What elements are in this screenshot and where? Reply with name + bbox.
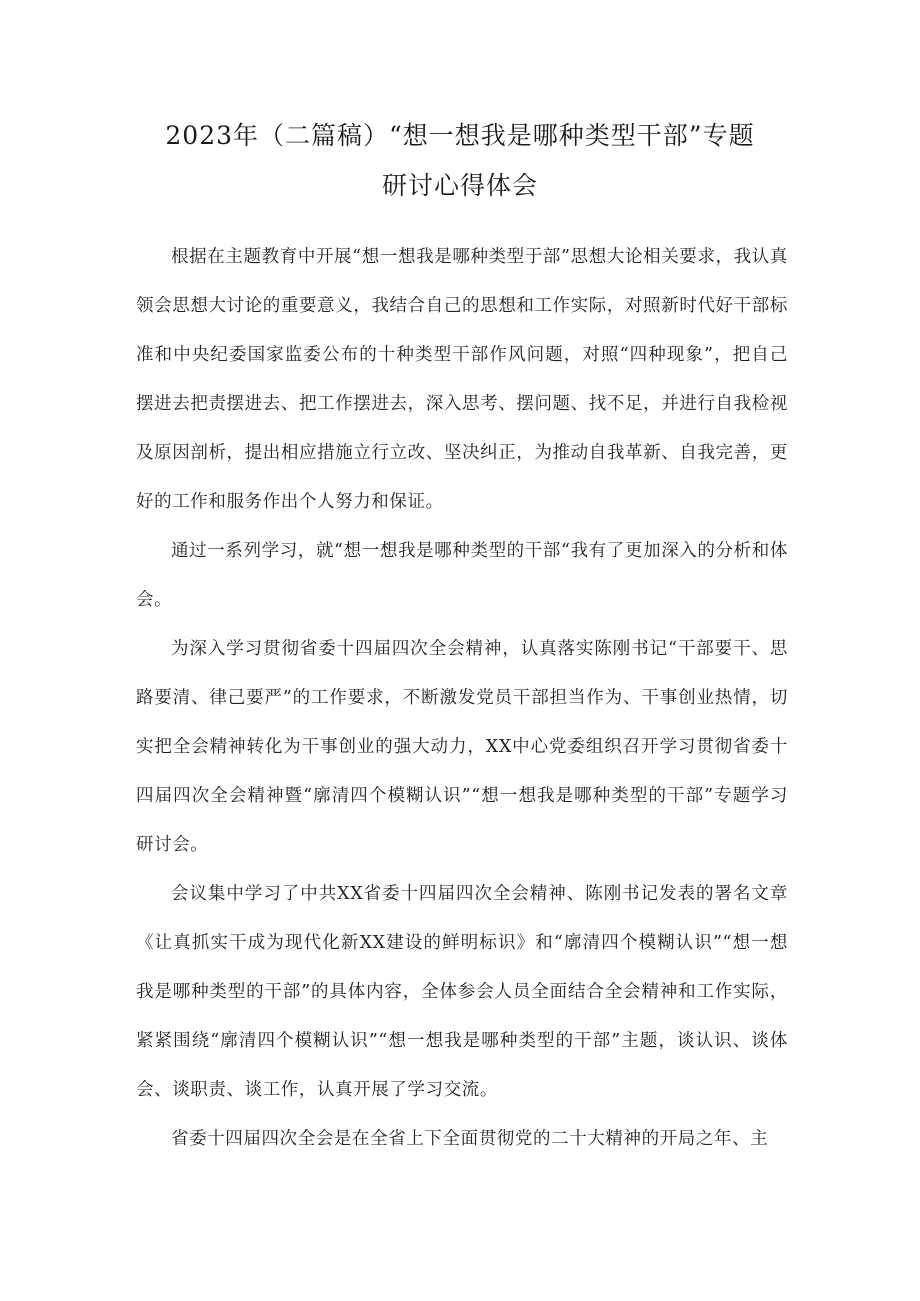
body-text xyxy=(136,233,788,1164)
paragraph: 会议集中学习了中共XX省委十四届四次全会精神、陈刚书记发表的署名文章《让真抓实干成为现代化新XX建设的鲜明标识》和“廓清四个模糊认识”“想一想我是哪种类型的干部”的具体内容，全体参会人员全面结合全会精神和工作实际，紧紧围绕“廓清四个模糊认识”“想一想我是哪种类型的干部”主题，谈认识、谈体会、谈职责、谈工作，认真开展了学习交流。 xyxy=(136,884,788,1100)
paragraph: 通过一系列学习，就“想一想我是哪种类型的干部“我有了更加深入的分析和体会。 xyxy=(136,541,788,610)
document-title-line-1: 2023年（二篇稿）“想一想我是哪种类型干部”专题 xyxy=(165,121,755,150)
paragraph: 省委十四届四次全会是在全省上下全面贯彻党的二十大精神的开局之年、主 xyxy=(171,1129,769,1149)
paragraph: 根据在主题教育中开展“想一想我是哪种类型于部”思想大论相关要求，我认真领会思想大讨论的重要意义，我结合自己的思想和工作实际，对照新时代好干部标准和中央纪委国家监委公布的十种类型干部作风问题，对照“四种现象”，把自己摆进去把责摆进去、把工作摆进去，深入思考、摆问题、找不足，并进行自我检视及原因剖析，提出相应措施立行立改、坚决纠正，为推动自我革新、自我完善，更好的工作和服务作出个人努力和保证。 xyxy=(136,247,788,512)
document-title-line-2: 研讨心得体会 xyxy=(381,171,538,200)
paragraph: 为深入学习贯彻省委十四届四次全会精神，认真落实陈刚书记“干部要干、思路要清、律己要严”的工作要求，不断激发党员干部担当作为、干事创业热情，切实把全会精神转化为干事创业的强大动力，XX中心党委组织召开学习贯彻省委十四届四次全会精神暨“廓清四个模糊认识”“想一想我是哪种类型的干部”专题学习研讨会。 xyxy=(136,639,788,855)
